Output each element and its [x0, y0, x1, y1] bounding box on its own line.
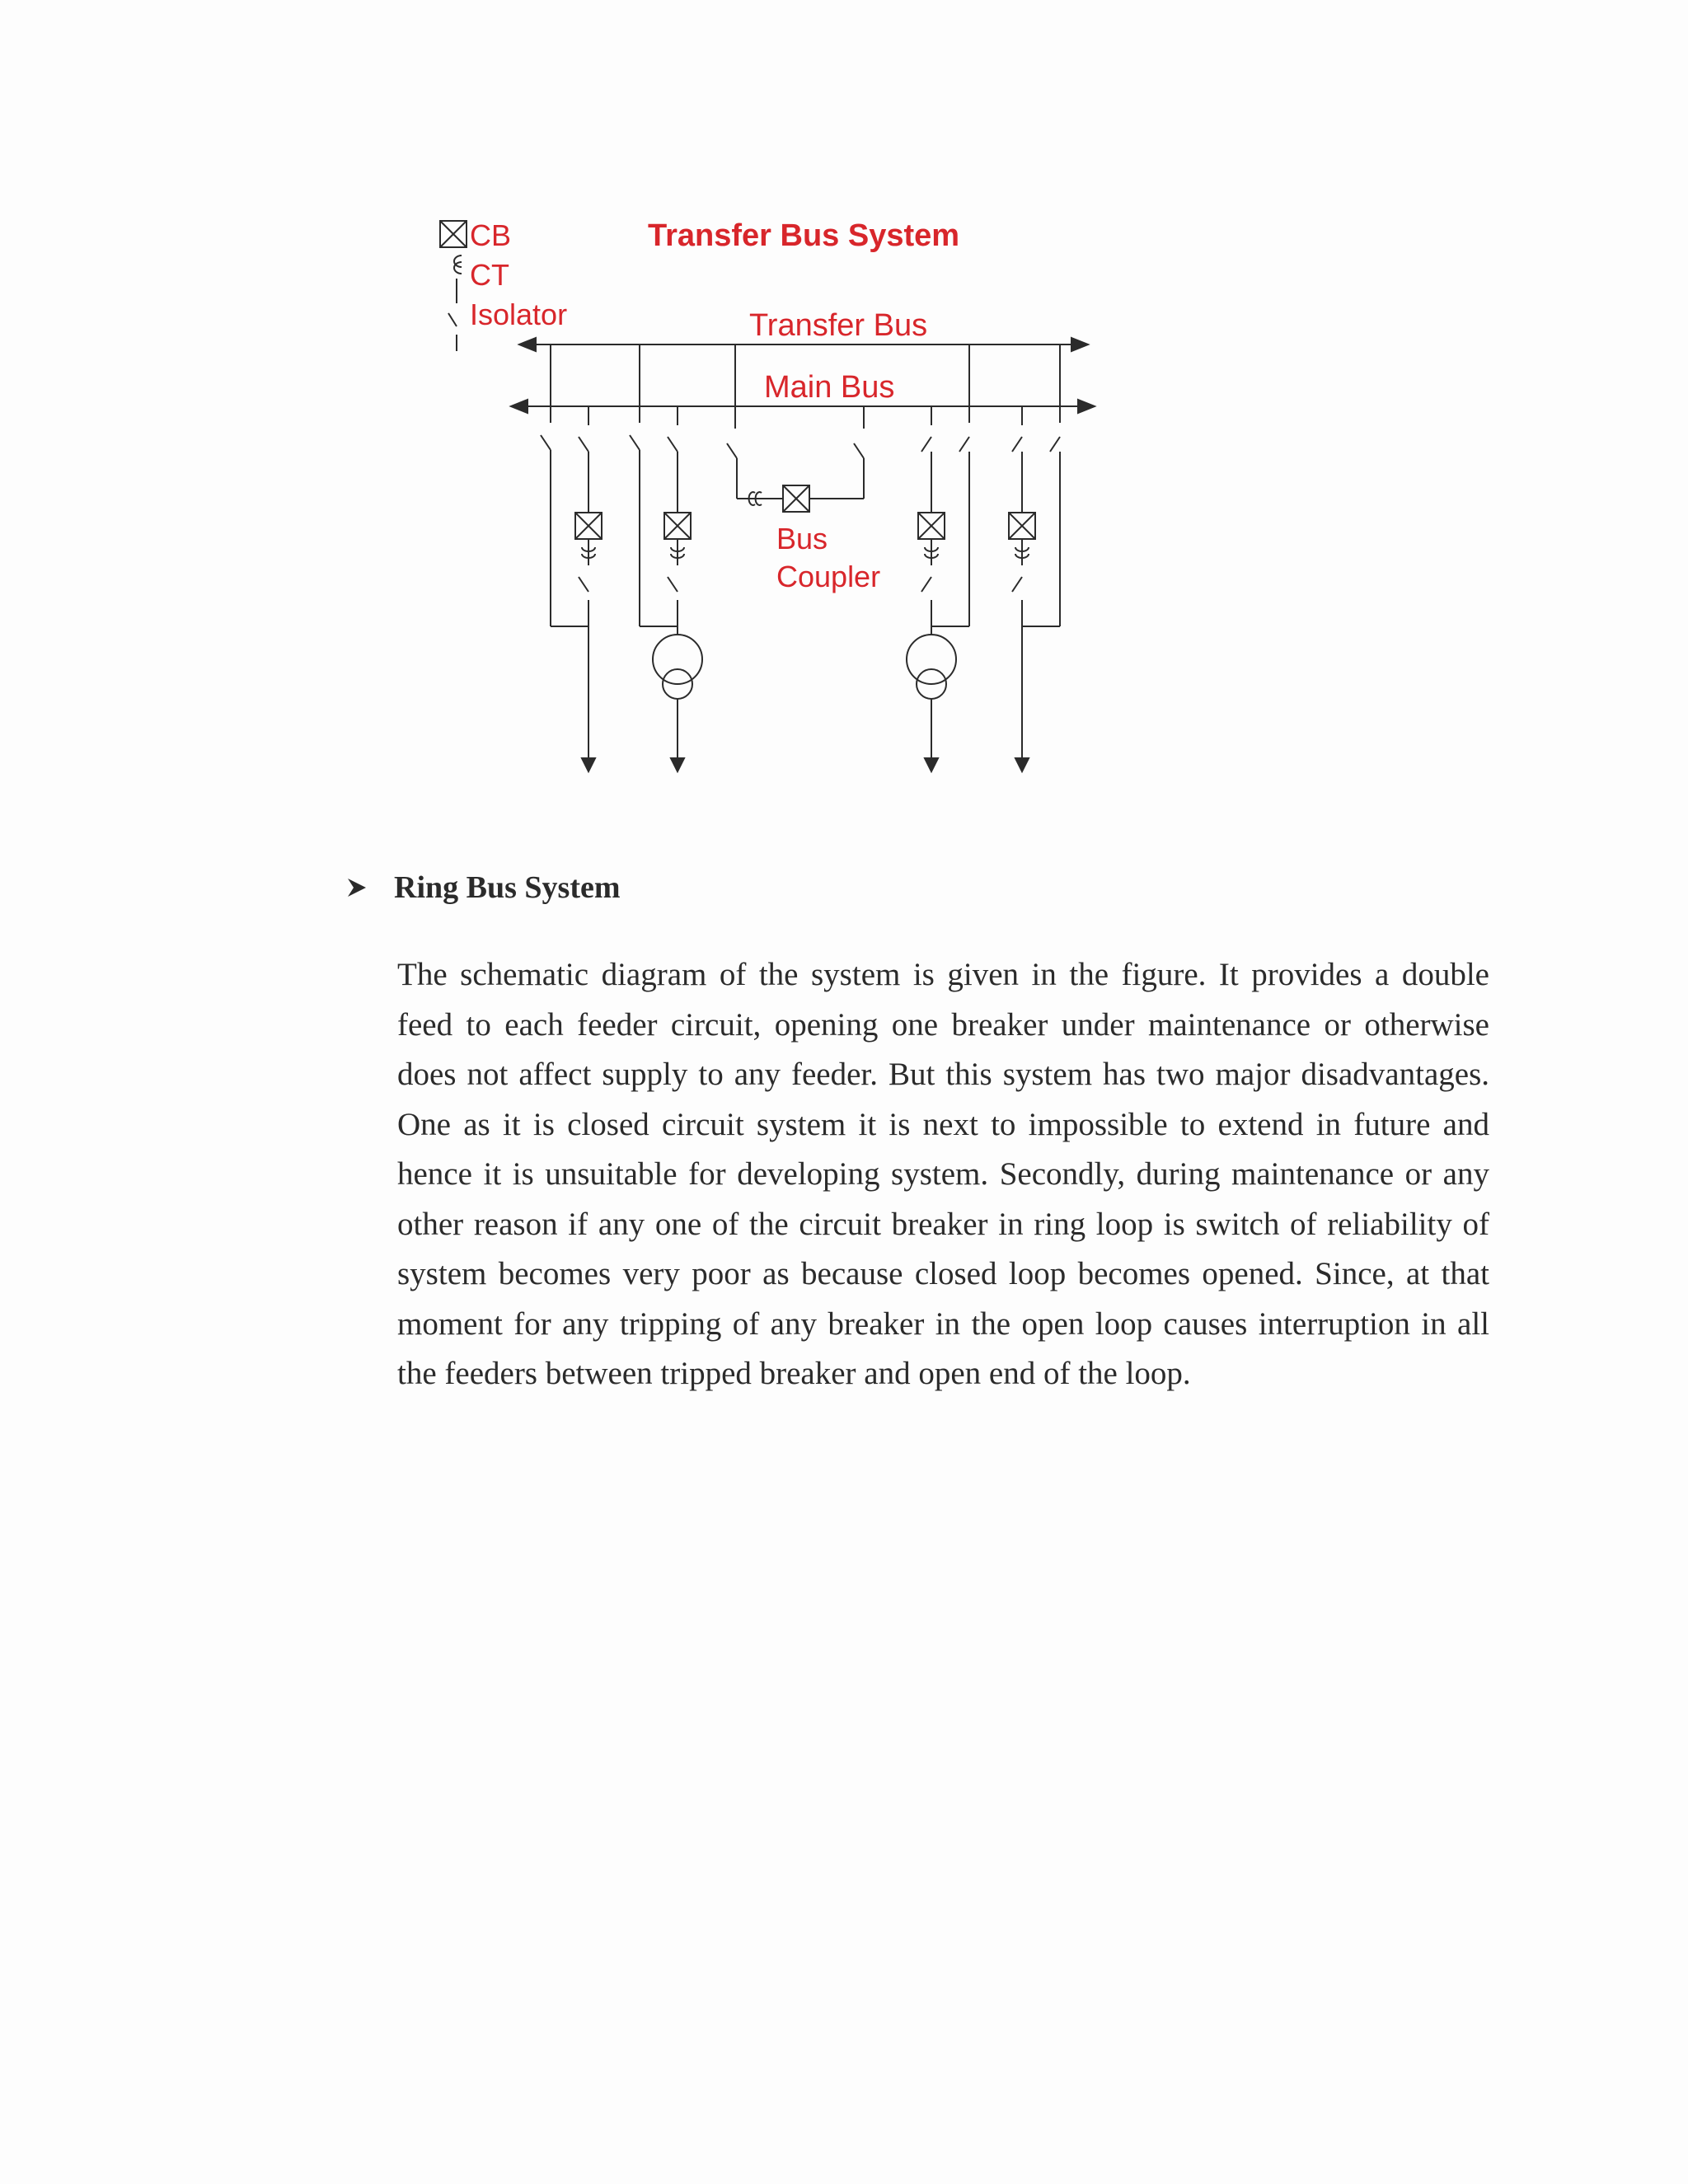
paragraph-line: One as it is closed circuit system it is next to impossible to extend in future and [397, 1106, 1489, 1142]
legend-isolator-icon [448, 279, 457, 351]
transfer-bus-label: Transfer Bus [749, 308, 928, 343]
legend-ct-icon [454, 255, 462, 274]
section-heading [346, 869, 621, 906]
paragraph-line: moment for any tripping of any breaker in the open loop causes interruption in all [397, 1305, 1489, 1342]
diagram-title: Transfer Bus System [648, 218, 960, 253]
legend-isolator-label: Isolator [470, 298, 568, 331]
bus-coupler-label-2: Coupler [776, 560, 881, 593]
diagram-canvas [429, 206, 1137, 783]
paragraph-line: does not affect supply to any feeder. But this system has two major disadvantages. [397, 1057, 1489, 1092]
legend-cb-label: CB [470, 218, 512, 252]
paragraph-line: feed to each feeder circuit, opening one breaker under maintenance or otherwise [397, 1006, 1489, 1043]
section-paragraph [397, 950, 1489, 1399]
paragraph-line: The schematic diagram of the system is given in the figure. It provides a double [397, 957, 1489, 992]
feeder-1 [541, 344, 602, 771]
feeder-3 [907, 344, 969, 771]
paragraph-line: the feeders between tripped breaker and open end of the loop. [397, 1356, 1191, 1391]
legend-ct-label: CT [470, 258, 509, 292]
main-bus-label: Main Bus [764, 370, 895, 405]
legend-cb-icon [440, 221, 467, 247]
paragraph-line: other reason if any one of the circuit breaker in ring loop is switch of reliability of [397, 1206, 1489, 1242]
arrowhead-bullet-icon [346, 877, 368, 898]
feeder-4 [1009, 344, 1060, 771]
paragraph-line: system becomes very poor as because closed loop becomes opened. Since, at that [397, 1256, 1489, 1291]
transfer-bus-diagram [429, 206, 1137, 783]
bus-coupler-label-1: Bus [776, 522, 828, 555]
paragraph-line: hence it is unsuitable for developing system. Secondly, during maintenance or any [397, 1156, 1489, 1192]
section-heading-text: Ring Bus System [394, 870, 621, 905]
feeder-2 [630, 344, 702, 771]
